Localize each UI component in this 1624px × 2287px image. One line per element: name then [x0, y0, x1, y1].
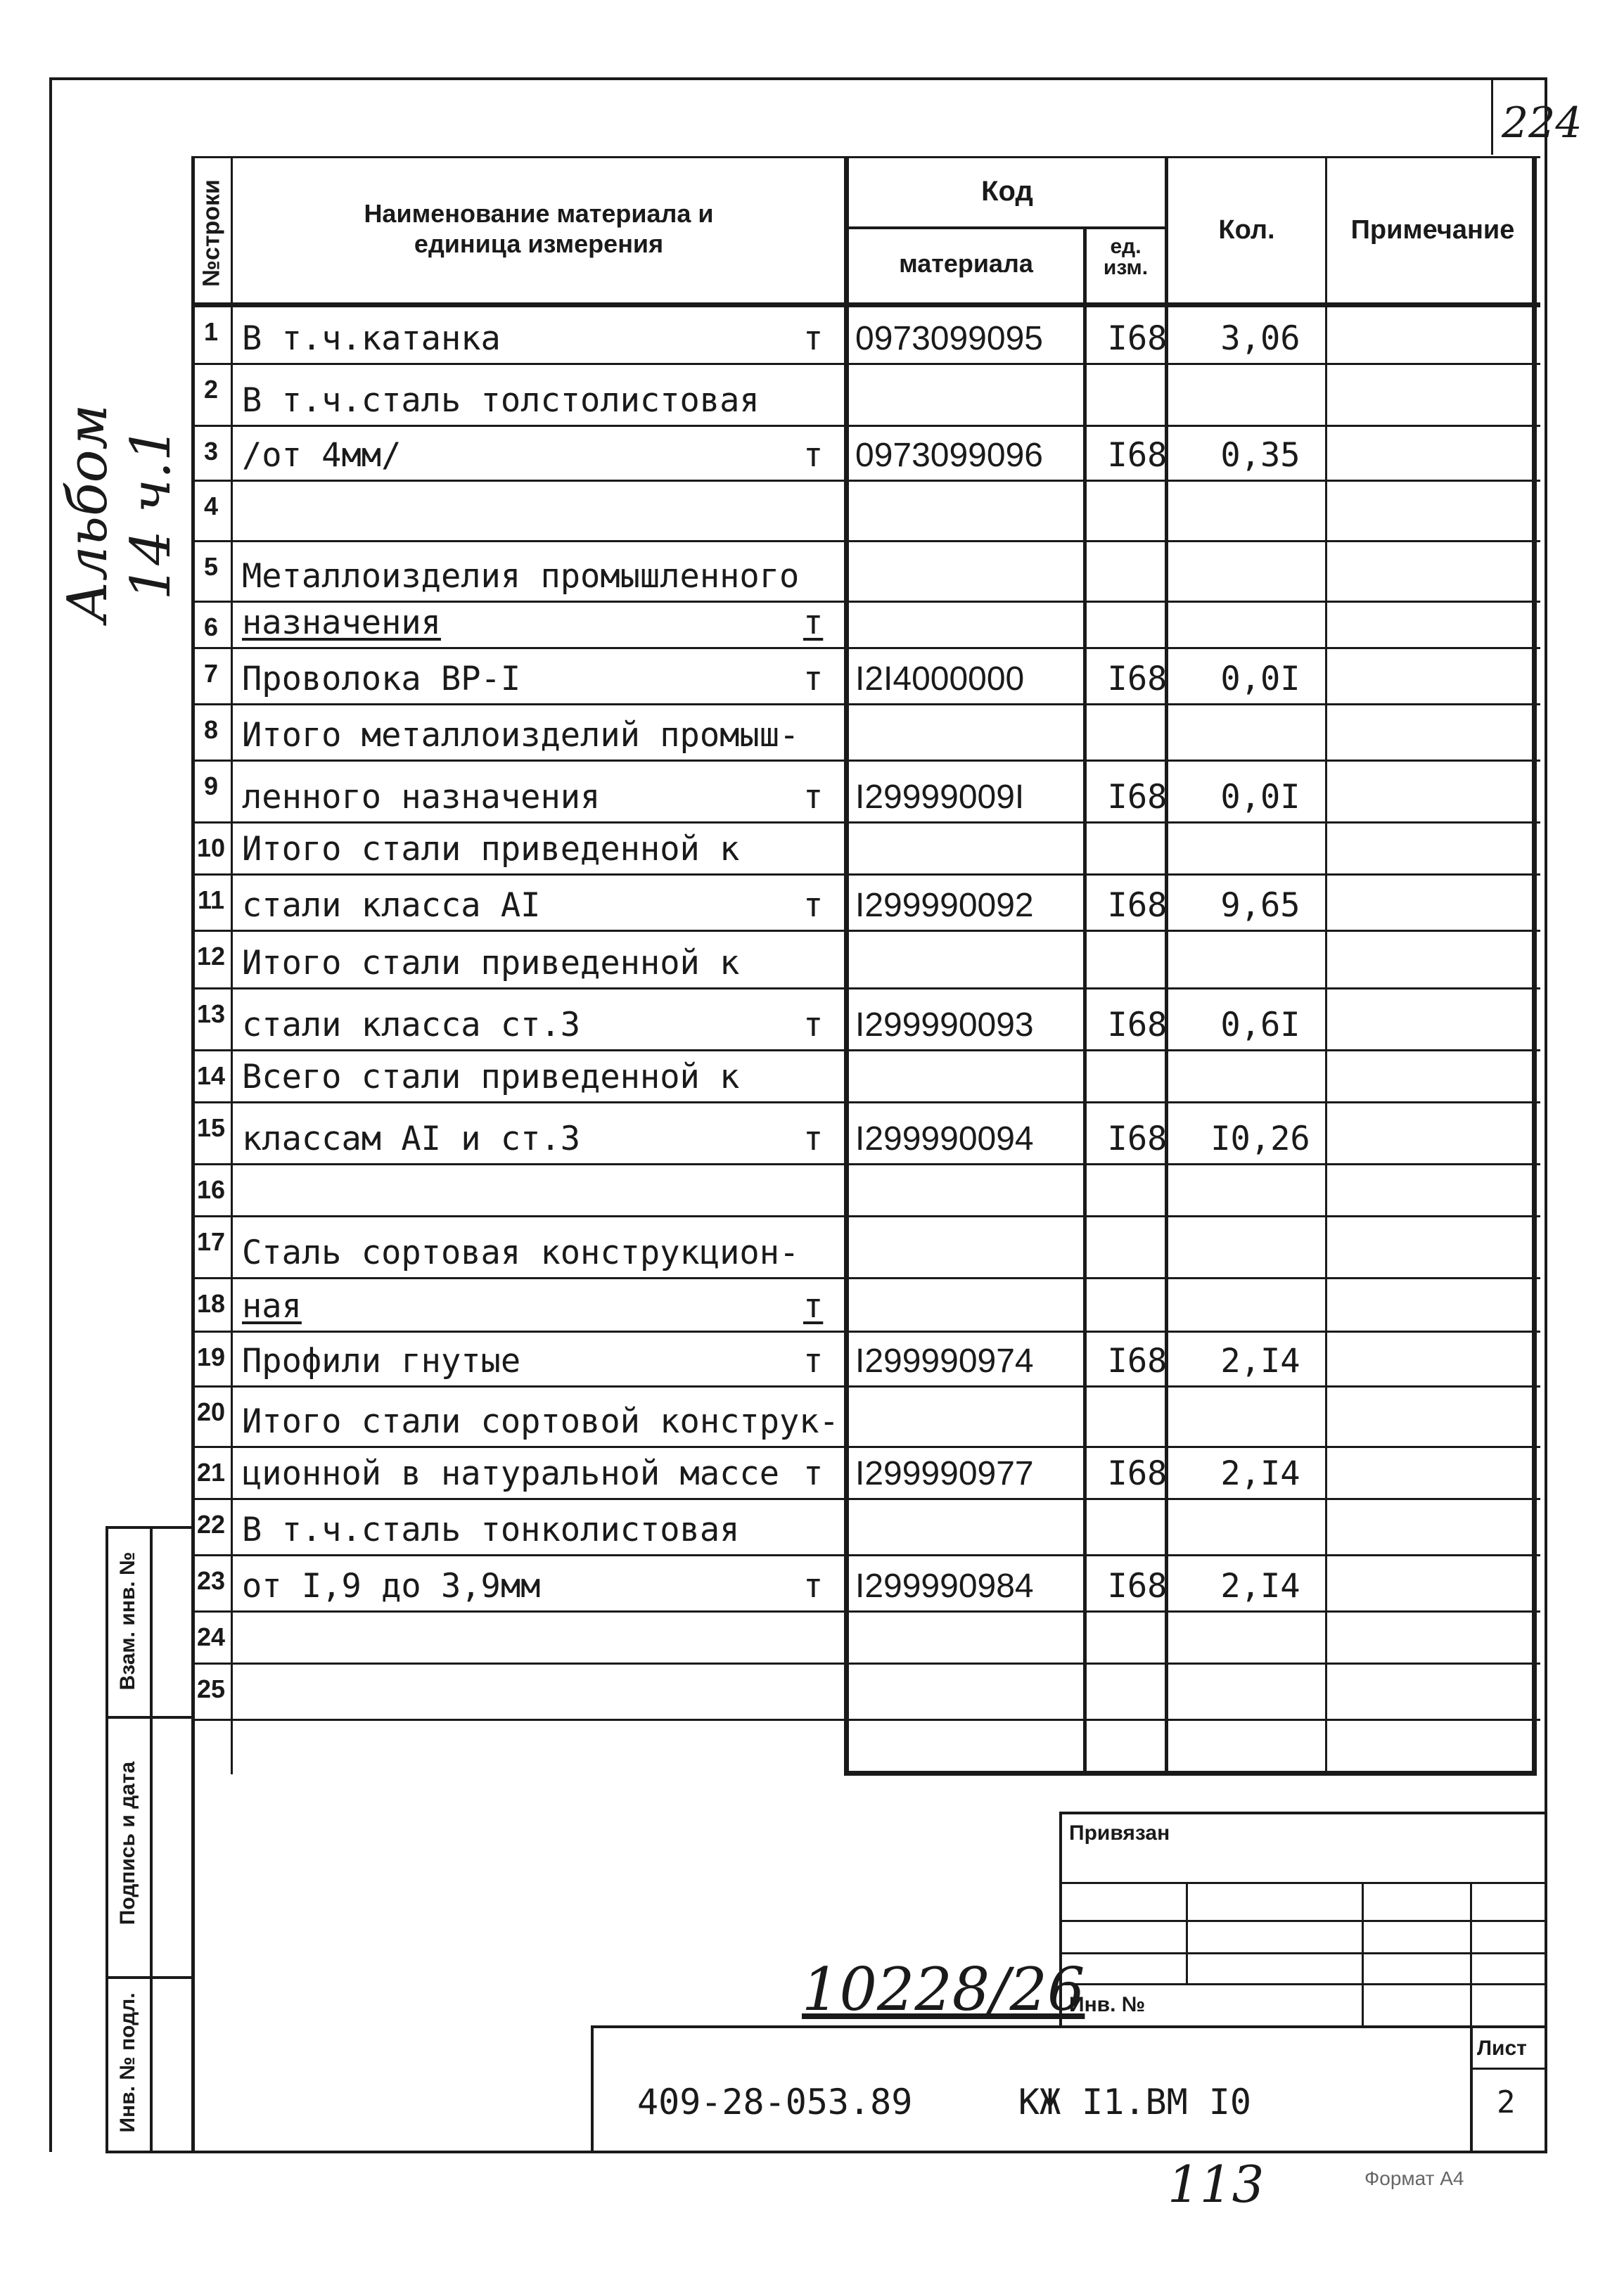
unit-code: I68 [1107, 1006, 1168, 1044]
row-number: 12 [196, 942, 226, 970]
frame-right [1545, 77, 1547, 2152]
tb-main-top [591, 2025, 1545, 2028]
material-name: В т.ч.сталь тонколистовая [242, 1511, 740, 1549]
stamp-vzam: Взам. инв. № [116, 1551, 139, 1691]
material-name: /от 4мм/ [242, 436, 402, 475]
tb-privyazan-top [1059, 1812, 1545, 1814]
row-number: 24 [196, 1622, 226, 1651]
frame-left [49, 77, 52, 2152]
material-name: Металлоизделия промышленного [242, 557, 800, 596]
stamp-inv-podl: Инв. № подл. [116, 1992, 139, 2133]
frame-bottom [191, 2151, 1547, 2153]
table-row [191, 603, 1540, 649]
handwritten-page: 113 [1168, 2155, 1265, 2214]
tb-list-div [1470, 2068, 1545, 2070]
tb-grid-v1 [1186, 1882, 1188, 1985]
material-name: Сталь сортовая конструкцион- [242, 1234, 800, 1272]
unit-code: I68 [1107, 1454, 1168, 1493]
material-name: стали класса ст.3 [242, 1006, 581, 1044]
row-line [191, 1719, 1540, 1721]
material-name: назначения [242, 603, 441, 642]
row-number: 7 [203, 659, 219, 688]
material-code: I29999009I [855, 779, 1025, 816]
material-name: Итого металлоизделий промыш- [242, 716, 800, 755]
unit-code: I68 [1107, 660, 1168, 698]
row-number: 1 [203, 317, 219, 346]
material-name: В т.ч.катанка [242, 319, 501, 358]
quantity: 2,I4 [1220, 1342, 1300, 1380]
material-name: стали класса АI [242, 886, 541, 925]
material-name: Итого стали приведенной к [242, 944, 740, 982]
quantity: 2,I4 [1220, 1454, 1300, 1493]
row-number: 16 [196, 1175, 226, 1204]
stamp-podpis: Подпись и дата [116, 1761, 139, 1926]
material-code: I299990977 [855, 1455, 1034, 1492]
table-row [191, 482, 1540, 542]
table-row [191, 1103, 1540, 1165]
header-code-material: материала [899, 249, 1033, 278]
materials-table [191, 156, 1540, 1774]
unit-symbol: т [803, 886, 824, 925]
quantity: 0,35 [1220, 436, 1300, 475]
header-code-underline [849, 226, 1165, 229]
material-code: I299990092 [855, 887, 1034, 924]
table-row [191, 876, 1540, 932]
page-number-box-left [1491, 77, 1493, 155]
material-name: Профили гнутые [242, 1342, 521, 1380]
tb-inv-no: Инв. № [1069, 1993, 1146, 2016]
unit-code: I68 [1107, 1120, 1168, 1158]
row-number: 10 [196, 833, 226, 862]
row-number: 22 [196, 1510, 226, 1539]
tb-main-left [591, 2025, 594, 2152]
album-note: Альбом 14 ч.1 [56, 404, 183, 623]
tb-privyazan: Привязан [1069, 1821, 1170, 1845]
material-code: I299990093 [855, 1006, 1034, 1044]
table-row [191, 1500, 1540, 1556]
table-row [191, 705, 1540, 762]
unit-symbol: т [803, 1454, 824, 1493]
row-number: 6 [203, 613, 219, 641]
unit-code: I68 [1107, 1342, 1168, 1380]
page-number: 224 [1502, 98, 1583, 148]
row-number: 11 [197, 885, 225, 914]
tb-list-left [1470, 2025, 1473, 2152]
material-name: от I,9 до 3,9мм [242, 1567, 541, 1606]
material-name: ная [242, 1287, 302, 1326]
table-row [191, 1665, 1540, 1721]
header-name: Наименование материала и единица измерения [364, 199, 714, 259]
table-row [191, 1051, 1540, 1103]
tb-grid-v2 [1362, 1882, 1364, 2028]
table-row [191, 542, 1540, 603]
table-row [191, 365, 1540, 427]
material-name: Всего стали приведенной к [242, 1058, 740, 1096]
row-number: 13 [196, 999, 226, 1028]
unit-symbol: т [803, 1567, 824, 1606]
row-number: 15 [196, 1113, 226, 1142]
table-row [191, 824, 1540, 876]
row-number: 21 [196, 1458, 226, 1487]
frame-top [49, 77, 1547, 80]
material-name: Итого стали приведенной к [242, 830, 740, 869]
material-name: Проволока ВР-I [242, 660, 521, 698]
table-row [191, 649, 1540, 705]
row-number: 8 [203, 715, 219, 744]
tb-list-value: 2 [1497, 2084, 1516, 2120]
table-row [191, 307, 1540, 365]
row-number: 17 [196, 1227, 226, 1256]
material-name: Итого стали сортовой конструк- [242, 1402, 839, 1441]
unit-code: I68 [1107, 436, 1168, 475]
material-code: 0973099096 [855, 437, 1043, 474]
unit-symbol: т [803, 1287, 824, 1326]
quantity: 0,0I [1220, 660, 1300, 698]
table-top-line [191, 156, 1540, 158]
quantity: 0,6I [1220, 1006, 1300, 1044]
tb-handwritten-code: 10228/26 [802, 1955, 1085, 2024]
unit-symbol: т [803, 319, 824, 358]
table-row [191, 932, 1540, 989]
row-number: 2 [203, 375, 219, 404]
unit-code: I68 [1107, 886, 1168, 925]
quantity: I0,26 [1210, 1120, 1310, 1158]
unit-code: I68 [1107, 778, 1168, 816]
row-number: 23 [196, 1566, 226, 1595]
material-code: I299990094 [855, 1120, 1034, 1158]
header-bottom-line [191, 302, 1540, 307]
table-bottom-line [844, 1771, 1537, 1776]
row-number: 14 [196, 1061, 226, 1090]
tb-designation: 409-28-053.89 КЖ I1.ВМ I0 [637, 2082, 1251, 2122]
unit-symbol: т [803, 1120, 824, 1158]
quantity: 9,65 [1220, 886, 1300, 925]
table-row [191, 989, 1540, 1051]
row-number: 18 [196, 1289, 226, 1318]
quantity: 2,I4 [1220, 1567, 1300, 1606]
material-code: I299990974 [855, 1343, 1034, 1380]
row-number: 20 [196, 1397, 226, 1426]
table-row [191, 1556, 1540, 1613]
unit-symbol: т [803, 436, 824, 475]
table-row [191, 1279, 1540, 1333]
table-row [191, 1613, 1540, 1665]
quantity: 0,0I [1220, 778, 1300, 816]
table-row [191, 1165, 1540, 1217]
material-name: ционной в натуральной массе [242, 1454, 780, 1493]
table-row [191, 762, 1540, 824]
material-code: I2I4000000 [855, 660, 1025, 698]
unit-symbol: т [803, 1342, 824, 1380]
tb-list-label: Лист [1477, 2037, 1527, 2060]
material-name: В т.ч.сталь толстолистовая [242, 381, 760, 420]
table-row [191, 427, 1540, 482]
row-number: 3 [203, 437, 219, 466]
header-code-unit: ед. изм. [1103, 235, 1149, 279]
table-row [191, 1388, 1540, 1448]
quantity: 3,06 [1220, 319, 1300, 358]
material-name: классам АI и ст.3 [242, 1120, 581, 1158]
unit-symbol: т [803, 603, 824, 642]
row-number: 5 [203, 552, 219, 581]
material-name: ленного назначения [242, 778, 601, 816]
stamp-strip-left [106, 1526, 108, 2153]
table-row [191, 1217, 1540, 1279]
row-number: 4 [203, 492, 219, 520]
header-note: Примечание [1350, 215, 1515, 245]
unit-code: I68 [1107, 319, 1168, 358]
material-code: 0973099095 [855, 320, 1043, 357]
tb-grid-v3 [1470, 1882, 1472, 2028]
row-number: 25 [196, 1674, 226, 1703]
format-label: Формат А4 [1364, 2167, 1464, 2189]
unit-code: I68 [1107, 1567, 1168, 1606]
material-code: I299990984 [855, 1568, 1034, 1605]
stamp-strip-mid [150, 1526, 153, 2153]
header-code: Код [981, 176, 1033, 207]
unit-symbol: т [803, 778, 824, 816]
unit-symbol: т [803, 660, 824, 698]
header-qty: Кол. [1218, 215, 1275, 245]
table-row [191, 1333, 1540, 1388]
row-number: 19 [196, 1343, 226, 1371]
table-row [191, 1448, 1540, 1500]
row-number: 9 [203, 771, 219, 800]
header-row-no: №строки [198, 179, 225, 287]
unit-symbol: т [803, 1006, 824, 1044]
